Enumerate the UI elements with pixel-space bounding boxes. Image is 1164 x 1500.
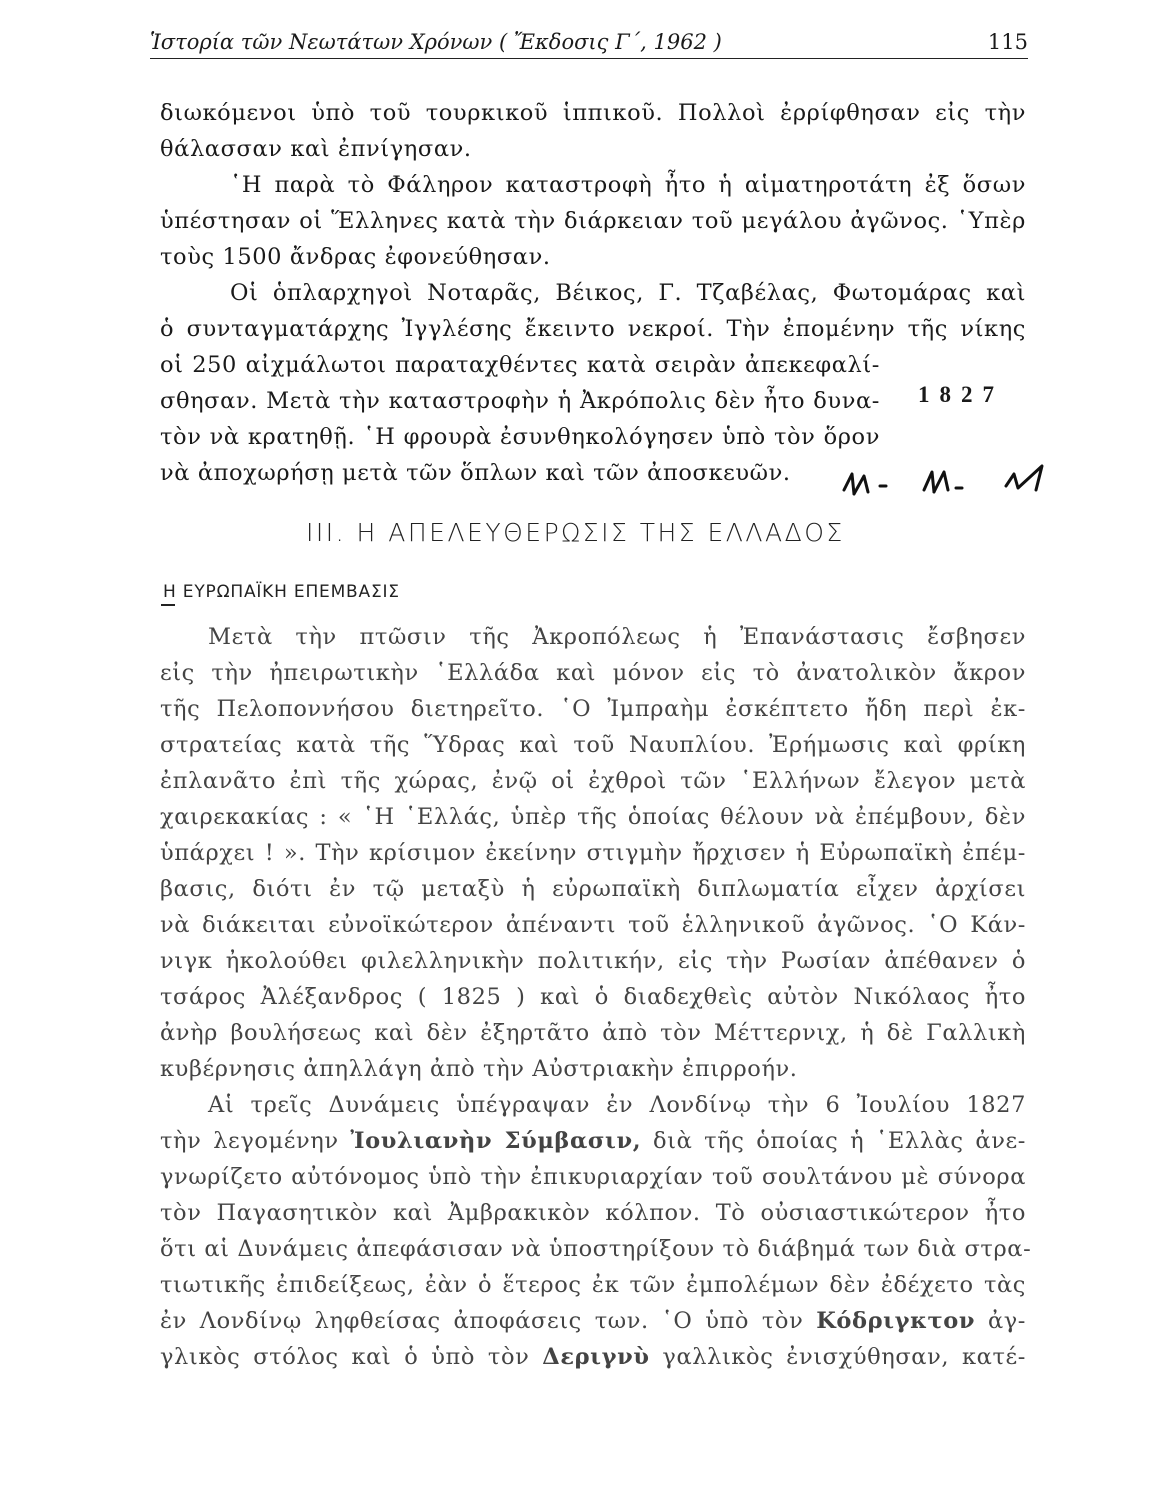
text-line: νιγκ ἠκολούθει φιλελληνικὴν πολιτικήν, εἰς τὴν Ρωσίαν ἀπέθανεν ὁ bbox=[160, 948, 1026, 974]
text-line: τοὺς 1500 ἄνδρας ἐφονεύθησαν. bbox=[160, 244, 551, 270]
text-line: Αἱ τρεῖς Δυνάμεις ὑπέγραψαν ἐν Λονδίνῳ τὴν 6 Ἰουλίου 1827 bbox=[208, 1092, 1026, 1118]
text-run: γλικὸς στόλος καὶ ὁ ὑπὸ τὸν bbox=[160, 1344, 530, 1370]
text-line: θάλασσαν καὶ ἐπνίγησαν. bbox=[160, 136, 472, 162]
bold-term: Ἰουλιανὴν Σύμβασιν, bbox=[350, 1128, 642, 1154]
text-line: βασις, διότι ἐν τῷ μεταξὺ ἡ εὐρωπαϊκὴ διπλωματία εἶχεν ἀρχίσει bbox=[160, 876, 1026, 902]
text-line: Οἱ ὁπλαρχηγοὶ Νοταρᾶς, Βέικος, Γ. Τζαβέλας, Φωτομάρας καὶ bbox=[230, 280, 1026, 306]
text-line: γνωρίζετο αὐτόνομος ὑπὸ τὴν ἐπικυριαρχίαν τοῦ σουλτάνου μὲ σύνορα bbox=[160, 1164, 1026, 1190]
text-run: διὰ τῆς ὁποίας ἡ ῾Ελλὰς ἀνε- bbox=[653, 1128, 1026, 1154]
text-line: ῾Η παρὰ τὸ Φάληρον καταστροφὴ ἦτο ἡ αἱματηροτάτη ἐξ ὅσων bbox=[230, 172, 1026, 198]
text-line: ἀνὴρ βουλήσεως καὶ δὲν ἐξηρτᾶτο ἀπὸ τὸν Μέττερνιχ, ἡ δὲ Γαλλικὴ bbox=[160, 1020, 1026, 1046]
text-line: χαιρεκακίας : « ῾Η ῾Ελλάς, ὑπὲρ τῆς ὁποίας θέλουν νὰ ἐπέμβουν, δὲν bbox=[160, 804, 1026, 830]
text-line: νὰ διάκειται εὐνοϊκώτερον ἀπέναντι τοῦ ἑλληνικοῦ ἀγῶνος. ῾Ο Κάν- bbox=[160, 912, 1026, 938]
bold-term: Δεριγνὺ bbox=[542, 1344, 650, 1370]
text-line: τιωτικῆς ἐπιδείξεως, ἐὰν ὁ ἕτερος ἐκ τῶν ἐμπολέμων δὲν ἐδέχετο τὰς bbox=[160, 1272, 1026, 1298]
text-line: σθησαν. Μετὰ τὴν καταστροφὴν ἡ Ἀκρόπολις δὲν ἦτο δυνα- bbox=[160, 388, 880, 414]
handwritten-annotation bbox=[836, 452, 1076, 512]
section-title: III. Η ΑΠΕΛΕΥΘΕΡΩΣΙΣ ΤΗΣ ΕΛΛΑΔΟΣ bbox=[306, 518, 845, 547]
text-line: τὸν Παγασητικὸν καὶ Ἀμβρακικὸν κόλπον. Τὸ οὐσιαστικώτερον ἦτο bbox=[160, 1200, 1026, 1226]
text-line: ὑπάρχει ! ». Τὴν κρίσιμον ἐκείνην στιγμὴν ἤρχισεν ἡ Εὐρωπαϊκὴ ἐπέμ- bbox=[160, 840, 1026, 866]
text-run: ἀγ- bbox=[987, 1308, 1026, 1334]
text-line: ὅτι αἱ Δυνάμεις ἀπεφάσισαν νὰ ὑποστηρίξουν τὸ διάβημά των διὰ στρα- bbox=[160, 1236, 1032, 1262]
bold-term: Κόδριγκτον bbox=[816, 1308, 976, 1334]
text-line: ὑπέστησαν οἱ Ἕλληνες κατὰ τὴν διάρκειαν τοῦ μεγάλου ἀγῶνος. ῾Υπὲρ bbox=[160, 208, 1026, 234]
text-run: τὴν λεγομένην bbox=[160, 1128, 339, 1154]
text-line bbox=[160, 1344, 1026, 1370]
book-title: Ἱστορία τῶν Νεωτάτων Χρόνων ( Ἔκδοσις Γ΄, 1962 ) bbox=[150, 30, 722, 54]
underline-mark bbox=[161, 604, 175, 606]
text-line: τὸν νὰ κρατηθῇ. ῾Η φρουρὰ ἐσυνθηκολόγησεν ὑπὸ τὸν ὅρον bbox=[160, 424, 880, 450]
text-line bbox=[160, 1308, 1026, 1334]
text-line: τσάρος Ἀλέξανδρος ( 1825 ) καὶ ὁ διαδεχθεὶς αὐτὸν Νικόλαος ἦτο bbox=[160, 984, 1026, 1010]
margin-year: 1827 bbox=[918, 382, 1004, 407]
text-line: στρατείας κατὰ τῆς Ὕδρας καὶ τοῦ Ναυπλίου. Ἐρήμωσις καὶ φρίκη bbox=[160, 732, 1026, 758]
text-line: κυβέρνησις ἀπηλλάγη ἀπὸ τὴν Αὐστριακὴν ἐπιρροήν. bbox=[160, 1056, 798, 1082]
text-line: τῆς Πελοποννήσου διετηρεῖτο. ῾Ο Ἰμπραὴμ ἐσκέπτετο ἤδη περὶ ἐκ- bbox=[160, 696, 1026, 722]
running-header bbox=[150, 28, 1028, 59]
page-number: 115 bbox=[987, 30, 1028, 54]
text-line: ἐπλανᾶτο ἐπὶ τῆς χώρας, ἐνῷ οἱ ἐχθροὶ τῶν ῾Ελλήνων ἔλεγον μετὰ bbox=[160, 768, 1026, 794]
text-line: Μετὰ τὴν πτῶσιν τῆς Ἀκροπόλεως ἡ Ἐπανάστασις ἔσβησεν bbox=[208, 624, 1026, 650]
text-line: ὁ συνταγματάρχης Ἰγγλέσης ἔκειντο νεκροί. Τὴν ἐπομένην τῆς νίκης bbox=[160, 316, 1026, 342]
text-run: γαλλικὸς ἐνισχύθησαν, κατέ- bbox=[662, 1344, 1026, 1370]
text-line: οἱ 250 αἰχμάλωτοι παραταχθέντες κατὰ σειρὰν ἀπεκεφαλί- bbox=[160, 352, 880, 378]
subheading: Η ΕΥΡΩΠΑΪΚΗ ΕΠΕΜΒΑΣΙΣ bbox=[163, 582, 400, 602]
text-line: νὰ ἀποχωρήσῃ μετὰ τῶν ὅπλων καὶ τῶν ἀποσκευῶν. bbox=[160, 460, 791, 486]
text-line bbox=[160, 1128, 1026, 1154]
text-line: εἰς τὴν ἠπειρωτικὴν ῾Ελλάδα καὶ μόνον εἰς τὸ ἀνατολικὸν ἄκρον bbox=[160, 660, 1026, 686]
text-run: ἐν Λονδίνῳ ληφθείσας ἀποφάσεις των. ῾Ο ὑπὸ τὸν bbox=[160, 1308, 804, 1334]
text-line: διωκόμενοι ὑπὸ τοῦ τουρκικοῦ ἱππικοῦ. Πολλοὶ ἐρρίφθησαν εἰς τὴν bbox=[160, 100, 1026, 126]
